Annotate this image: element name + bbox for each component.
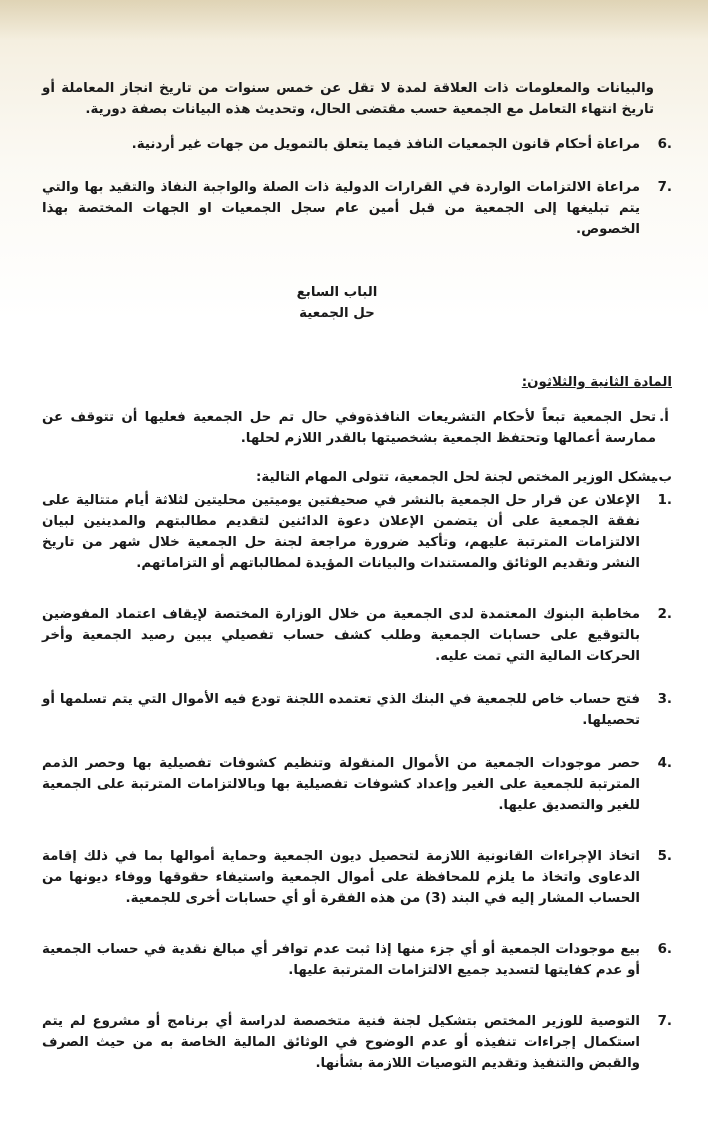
section-text: يشكل الوزير المختص لجنة لحل الجمعية، تتولى المهام التالية: [256, 470, 656, 485]
item-text: مراعاة أحكام قانون الجمعيات النافذ فيما يتعلق بالتمويل من جهات غير أردنية. [131, 137, 640, 152]
item-text: الإعلان عن قرار حل الجمعية بالنشر في صحيفتين يوميتين محليتين لثلاثة أيام متتالية على نفقة الجمعية على أن يتضمن الإعلان دعوة الدائنين لتقديم مطالبتهم والمدينين لبيان الالتزامات المترتبة عليهم، وتأكيد ضرورة مراجعة لجنة حل الجمعية خلال شهر من تاريخ النشر وتقديم الوثائق والمستندات والبيانات المؤيدة لمطالباتهم أو التزاماتهم. [42, 493, 640, 571]
item-number: 2. [657, 607, 672, 622]
section-text: تحل الجمعية تبعاً لأحكام التشريعات النافذةوفي حال تم حل الجمعية فعليها أن تتوقف عن ممارسة أعمالها وتحتفظ الجمعية بشخصيتها بالقدر اللازم لحلها. [42, 410, 656, 446]
list-item [42, 846, 672, 909]
item-text: حصر موجودات الجمعية من الأموال المنقولة وتنظيم كشوفات تفصيلية بها وحصر الذمم المترتبة للجمعية على الغير وإعداد كشوفات تفصيلية بها وبالالتزامات المترتبة على الجمعية للغير والتصديق عليها. [42, 756, 640, 813]
article-title: المادة الثانية والثلاثون: [521, 375, 672, 390]
item-number: 3. [657, 692, 672, 707]
item-text: فتح حساب خاص للجمعية في البنك الذي تعتمده اللجنة تودع فيه الأموال التي يتم تسلمها أو تحصيلها. [42, 692, 640, 728]
item-number: 6. [657, 137, 672, 152]
section-letter: أ. [659, 410, 669, 425]
item-number: 5. [657, 849, 672, 864]
list-item [42, 604, 672, 667]
section-a [42, 407, 672, 449]
list-item [42, 177, 672, 240]
item-text: التوصية للوزير المختص بتشكيل لجنة فنية متخصصة لدراسة أي برنامج أو مشروع لم يتم استكمال إجراءات تنفيذه أو عدم الوضوح في الوثائق المالية الخاصة به من حيث الصرف والقبض والتنفيذ وتقديم التوصيات اللازمة بشأنها. [42, 1014, 640, 1071]
section-letter: ب. [653, 470, 672, 485]
item-text: مخاطبة البنوك المعتمدة لدى الجمعية من خلال الوزارة المختصة لإيقاف اعتماد المفوضين بالتوقيع على حسابات الجمعية وطلب كشف حساب تفصيلي يبين رصيد الجمعية وأخر الحركات المالية التي تمت عليه. [42, 607, 640, 664]
item-number: 6. [657, 942, 672, 957]
list-item [42, 134, 672, 155]
list-item [42, 490, 672, 574]
item-text: اتخاذ الإجراءات القانونية اللازمة لتحصيل ديون الجمعية وحماية أموالها بما في ذلك إقامة الدعاوى واتخاذ ما يلزم للمحافظة على أموال الجمعية واستيفاء حقوقها ووفاء ديونها من الحساب المشار إليه في البند (3) من هذه الفقرة أو أي حسابات أخرى للجمعية. [42, 849, 640, 906]
item-number: 7. [657, 180, 672, 195]
item-number: 7. [657, 1014, 672, 1029]
scan-shadow [0, 0, 708, 40]
intro-paragraph: والبيانات والمعلومات ذات العلاقة لمدة لا تقل عن خمس سنوات من تاريخ انجاز المعاملة أو تاريخ انتهاء التعامل مع الجمعية حسب مقتضى الحال، وتحديث هذه البيانات بصفة دورية. [42, 81, 654, 117]
list-item [42, 939, 672, 981]
item-number: 4. [657, 756, 672, 771]
item-number: 1. [657, 493, 672, 508]
section-b [42, 467, 672, 488]
item-text: بيع موجودات الجمعية أو أي جزء منها إذا ثبت عدم توافر أي مبالغ نقدية في حساب الجمعية أو عدم كفايتها لتسديد جميع الالتزامات المترتبة عليها. [42, 942, 640, 978]
list-item [42, 689, 672, 731]
item-text: مراعاة الالتزامات الواردة في القرارات الدولية ذات الصلة والواجبة النفاذ والتقيد بها والتي يتم تبليغها إلى الجمعية من قبل أمين عام سجل الجمعيات او الجهات المختصة بهذا الخصوص. [42, 180, 640, 237]
document-body [42, 78, 672, 1074]
chapter-subtitle: حل الجمعية [299, 306, 375, 321]
list-item [42, 1011, 672, 1074]
chapter-title: الباب السابع [296, 285, 378, 300]
list-item [42, 753, 672, 816]
